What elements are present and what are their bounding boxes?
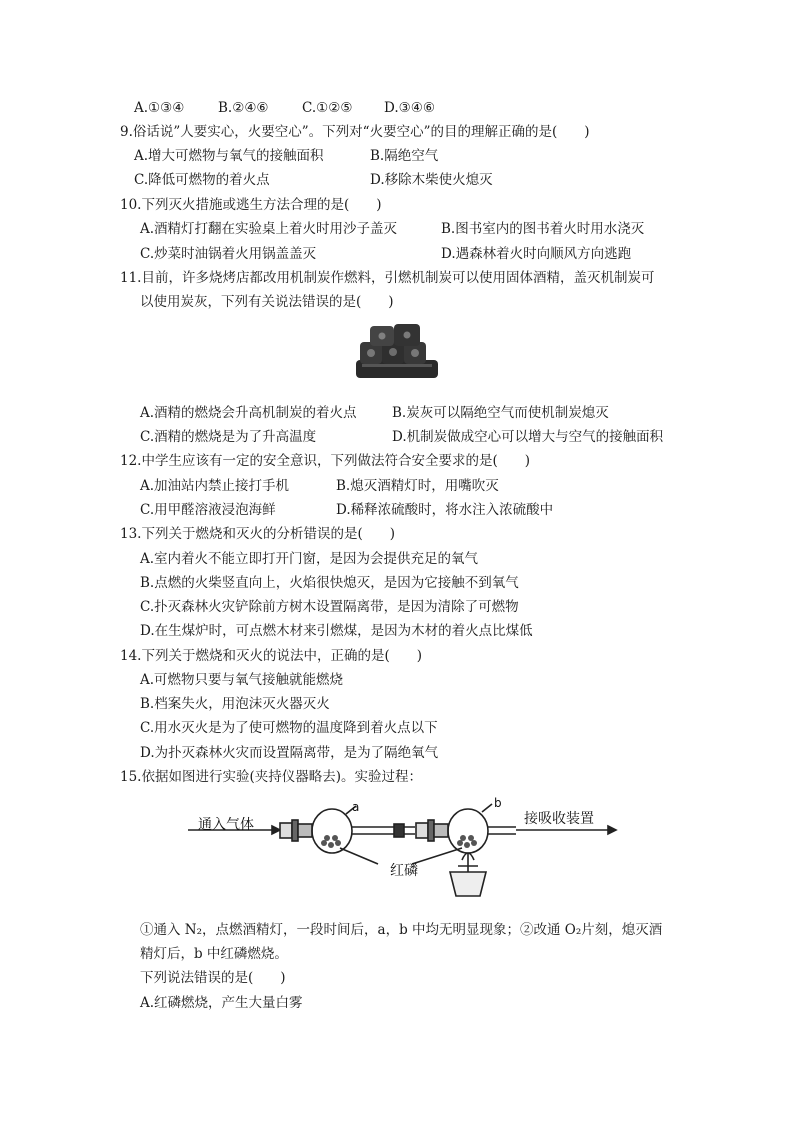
q11-option-a: A.酒精的燃烧会升高机制炭的着火点 <box>140 405 357 421</box>
q13-option-d: D.在生煤炉时，可点燃木材来引燃煤，是因为木材的着火点比煤低 <box>140 623 533 639</box>
q9-option-b: B.隔绝空气 <box>370 148 439 164</box>
q11-stem-line1: 11.目前，许多烧烤店都改用机制炭作燃料，引燃机制炭可以使用固体酒精，盖灭机制炭可 <box>120 270 655 286</box>
diagram-label-b: b <box>494 796 502 810</box>
q15-procedure-line1: ①通入 N₂，点燃酒精灯，一段时间后，a，b 中均无明显现象；②改通 O₂片刻，熄灭酒 <box>140 922 663 938</box>
q10-option-b: B.图书室内的图书着火时用水浇灭 <box>441 221 645 237</box>
q11-option-d: D.机制炭做成空心可以增大与空气的接触面积 <box>392 429 664 445</box>
q15-option-a: A.红磷燃烧，产生大量白雾 <box>140 995 303 1011</box>
diagram-inlet-label: 通入气体 <box>198 817 254 833</box>
q9-option-d: D.移除木柴使火熄灭 <box>370 172 493 188</box>
diagram-label-a: a <box>352 800 360 814</box>
q14-option-c: C.用水灭火是为了使可燃物的温度降到着火点以下 <box>140 720 438 736</box>
q14-option-d: D.为扑灭森林火灾而设置隔离带，是为了隔绝氧气 <box>140 745 439 761</box>
q15-stem: 15.依据如图进行实验(夹持仪器略去)。实验过程： <box>120 769 423 785</box>
q9-option-c: C.降低可燃物的着火点 <box>134 172 270 188</box>
q9-option-a: A.增大可燃物与氧气的接触面积 <box>134 148 324 164</box>
q11-option-c: C.酒精的燃烧是为了升高温度 <box>140 429 317 445</box>
q12-option-c: C.用甲醛溶液浸泡海鲜 <box>140 502 276 518</box>
q8-option-b: B.②④⑥ <box>218 100 269 116</box>
q10-option-d: D.遇森林着火时向顺风方向逃跑 <box>441 246 632 262</box>
q12-option-a: A.加油站内禁止接打手机 <box>140 478 290 494</box>
q12-option-d: D.稀释浓硫酸时，将水注入浓硫酸中 <box>336 502 554 518</box>
q8-option-c: C.①②⑤ <box>302 100 353 116</box>
q8-option-a: A.①③④ <box>134 100 185 116</box>
q10-stem: 10.下列灭火措施或逃生方法合理的是( ) <box>120 197 382 213</box>
q15-procedure-line2: 精灯后，b 中红磷燃烧。 <box>140 946 288 962</box>
q9-stem: 9.俗话说”人要实心，火要空心”。下列对“火要空心”的目的理解正确的是( ) <box>120 124 590 140</box>
q8-option-d: D.③④⑥ <box>384 100 435 116</box>
q15-question: 下列说法错误的是( ) <box>140 970 286 986</box>
q14-option-a: A.可燃物只要与氧气接触就能燃烧 <box>140 672 344 688</box>
q13-option-b: B.点燃的火柴竖直向上，火焰很快熄灭，是因为它接触不到氧气 <box>140 575 519 591</box>
q11-stem-line2: 以使用炭灰，下列有关说法错误的是( ) <box>140 294 394 310</box>
q12-option-b: B.熄灭酒精灯时，用嘴吹灭 <box>336 478 499 494</box>
q13-option-a: A.室内着火不能立即打开门窗，是因为会提供充足的氧气 <box>140 551 479 567</box>
q13-stem: 13.下列关于燃烧和灭火的分析错误的是( ) <box>120 526 396 542</box>
q14-option-b: B.档案失火，用泡沫灭火器灭火 <box>140 696 330 712</box>
q12-stem: 12.中学生应该有一定的安全意识，下列做法符合安全要求的是( ) <box>120 453 531 469</box>
diagram-phosphorus-label: 红磷 <box>390 863 418 879</box>
q11-option-b: B.炭灰可以隔绝空气而使机制炭熄灭 <box>392 405 609 421</box>
q10-option-c: C.炒菜时油锅着火用锅盖盖灭 <box>140 246 317 262</box>
q13-option-c: C.扑灭森林火灾铲除前方树木设置隔离带，是因为清除了可燃物 <box>140 599 519 615</box>
charcoal-briquettes-image <box>352 320 444 382</box>
q10-option-a: A.酒精灯打翻在实验桌上着火时用沙子盖灭 <box>140 221 398 237</box>
diagram-outlet-label: 接吸收装置 <box>524 811 594 827</box>
q14-stem: 14.下列关于燃烧和灭火的说法中，正确的是( ) <box>120 648 423 664</box>
